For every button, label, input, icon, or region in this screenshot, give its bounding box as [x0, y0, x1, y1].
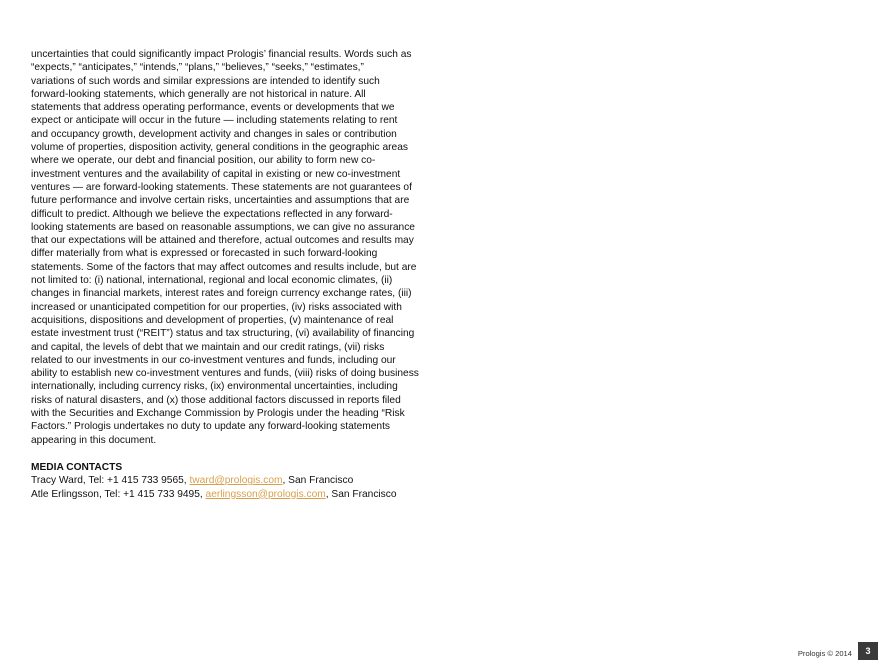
body-line: increased or unanticipated competition for our properties, (iv) risks associated with	[31, 301, 402, 313]
body-line: looking statements are based on reasonable assumptions, we can give no assurance	[31, 221, 415, 233]
body-line: where we operate, our debt and financial position, our ability to form new co-	[31, 155, 376, 167]
body-line: risks of natural disasters, and (x) those additional factors discussed in reports filed	[31, 394, 401, 406]
body-line: ability to establish new co-investment ventures and funds, (viii) risks of doing business	[31, 368, 419, 380]
body-line: differ materially from what is expressed or forecasted in such forward-looking	[31, 248, 378, 260]
body-line: “expects,” “anticipates,” “intends,” “plans,” “believes,” “seeks,” “estimates,”	[31, 62, 364, 74]
body-line: appearing in this document.	[31, 434, 157, 446]
body-line: future performance and involve certain risks, uncertainties and assumptions that are	[31, 195, 410, 207]
media-contacts	[31, 461, 397, 501]
contact-location: , San Francisco	[282, 475, 354, 487]
body-line: Factors.” Prologis undertakes no duty to update any forward-looking statements	[31, 421, 391, 433]
email-link[interactable]: tward@prologis.com	[189, 475, 283, 487]
body-line: volume of properties, disposition activity, general conditions in the geographic areas	[31, 142, 408, 154]
body-line: acquisitions, dispositions and development of properties, (v) maintenance of real	[31, 314, 394, 326]
contact-row	[31, 488, 397, 501]
body-line: forward-looking statements, which generally are not historical in nature. All	[31, 88, 366, 100]
contact-location: , San Francisco	[325, 488, 397, 500]
contact-details: Atle Erlingsson, Tel: +1 415 733 9495,	[31, 488, 206, 500]
page-number-badge: 3	[858, 642, 878, 660]
body-line: and occupancy growth, development activity and changes in sales or contribution	[31, 128, 397, 140]
email-link[interactable]: aerlingsson@prologis.com	[205, 488, 326, 500]
body-line: and capital, the levels of debt that we maintain and our credit ratings, (vii) risks	[31, 341, 385, 353]
body-line: not limited to: (i) national, international, regional and local economic climates, (ii)	[31, 275, 393, 287]
body-line: with the Securities and Exchange Commission by Prologis under the heading “Risk	[31, 408, 405, 420]
body-line: that our expectations will be attained and therefore, actual outcomes and results may	[31, 235, 414, 247]
body-line: expect or anticipate will occur in the future — including statements relating to rent	[31, 115, 398, 127]
footer-copyright: Prologis © 2014	[797, 649, 852, 658]
body-line: changes in financial markets, interest rates and foreign currency exchange rates, (iii)	[31, 288, 412, 300]
body-line: internationally, including currency risks, (ix) environmental uncertainties, including	[31, 381, 398, 393]
contact-row	[31, 474, 397, 487]
body-line: statements. Some of the factors that may affect outcomes and results include, but are	[31, 261, 417, 273]
body-line: variations of such words and similar expressions are intended to identify such	[31, 75, 380, 87]
contact-details: Tracy Ward, Tel: +1 415 733 9565,	[31, 475, 190, 487]
body-line: ventures — are forward-looking statements. These statements are not guarantees of	[31, 181, 412, 193]
body-line: statements that address operating performance, events or developments that we	[31, 102, 395, 114]
body-line: uncertainties that could significantly impact Prologis’ financial results. Words such as	[31, 49, 412, 60]
media-contacts-heading: MEDIA CONTACTS	[31, 462, 123, 473]
body-line: difficult to predict. Although we believe the expectations reflected in any forward-	[31, 208, 393, 220]
body-line: estate investment trust (“REIT”) status and tax structuring, (vi) availability of financing	[31, 328, 415, 340]
body-line: related to our investments in our co-investment ventures and funds, including our	[31, 354, 396, 366]
forward-looking-statement	[31, 48, 431, 447]
body-line: investment ventures and the availability of capital in existing or new co-investment	[31, 168, 401, 180]
